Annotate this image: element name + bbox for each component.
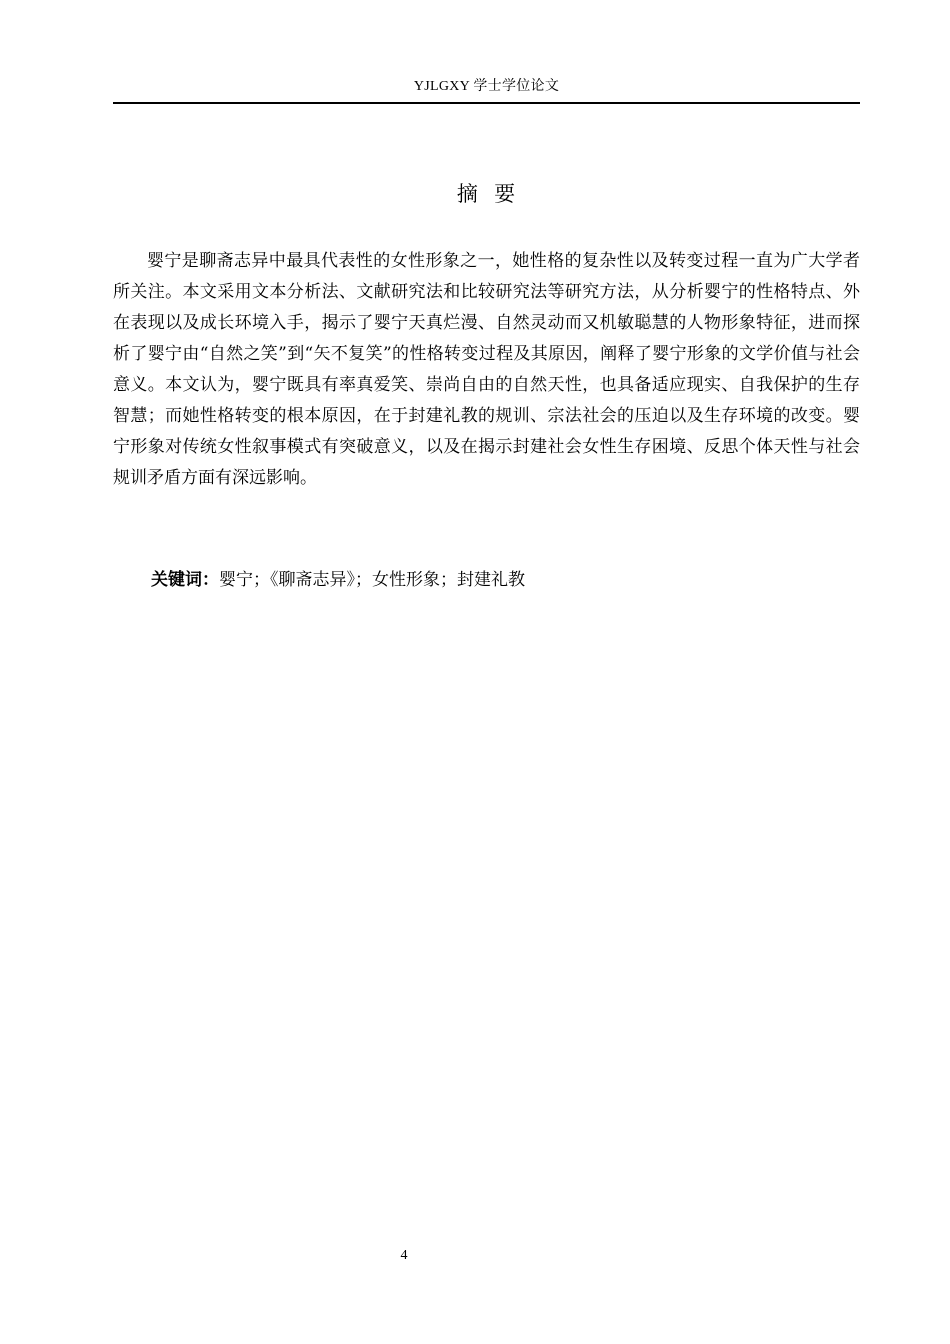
page-header bbox=[113, 76, 860, 104]
header-text: YJLGXY 学士学位论文 bbox=[413, 79, 560, 94]
page-title: 摘 要 bbox=[456, 182, 517, 206]
keywords-value: 婴宁；《聊斋志异》；女性形象；封建礼教 bbox=[219, 570, 525, 590]
page-number: 4 bbox=[400, 1248, 408, 1263]
keywords-label: 关键词： bbox=[151, 570, 219, 590]
keywords-line bbox=[151, 566, 851, 594]
abstract-body: 婴宁是聊斋志异中最具代表性的女性形象之一，她性格的复杂性以及转变过程一直为广大学者所关注。本文采用文本分析法、文献研究法和比较研究法等研究方法，从分析婴宁的性格特点、外在表现以及成长环境入手，揭示了婴宁天真烂漫、自然灵动而又机敏聪慧的人物形象特征，进而探析了婴宁由“自然之笑”到“矢不复笑”的性格转变过程及其原因，阐释了婴宁形象的文学价值与社会意义。本文认为，婴宁既具有率真爱笑、崇尚自由的自然天性，也具备适应现实、自我保护的生存智慧；而她性格转变的根本原因，在于封建礼教的规训、宗法社会的压迫以及生存环境的改变。婴宁形象对传统女性叙事模式有突破意义，以及在揭示封建社会女性生存困境、反思个体天性与社会规训矛盾方面有深远影响。 bbox=[113, 251, 860, 488]
